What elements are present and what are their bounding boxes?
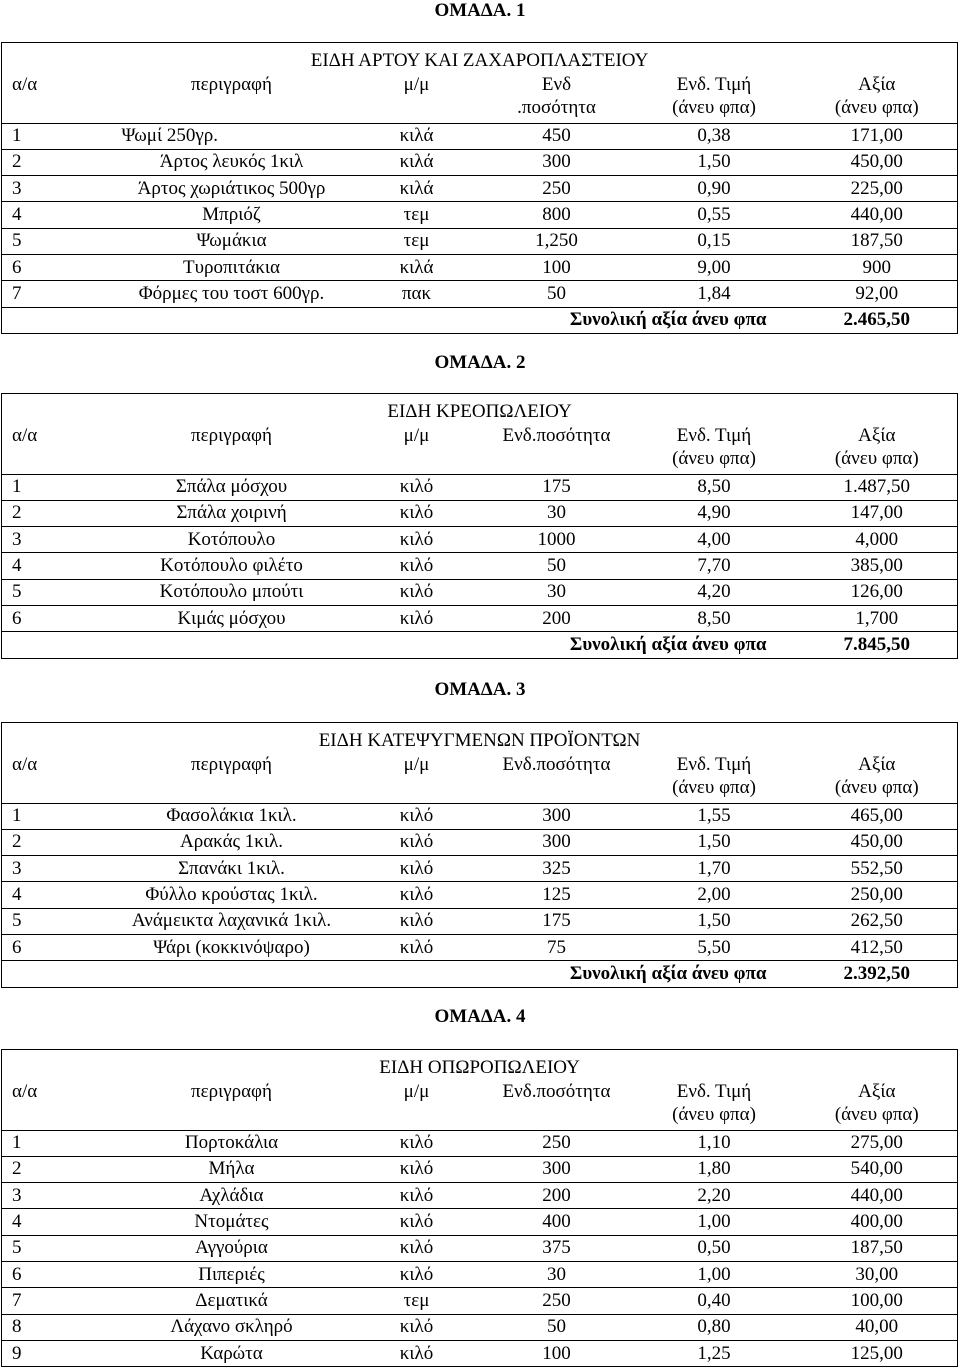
row-description: Μπριόζ xyxy=(112,202,352,228)
row-number: 3 xyxy=(2,1183,112,1209)
row-price: 0,90 xyxy=(632,176,797,202)
row-value: 412,50 xyxy=(797,934,958,960)
row-unit: κιλό xyxy=(352,1156,482,1182)
row-quantity: 175 xyxy=(482,474,632,500)
row-unit: κιλό xyxy=(352,1130,482,1156)
row-unit: τεμ xyxy=(352,228,482,254)
row-number: 4 xyxy=(2,553,112,579)
row-unit: κιλό xyxy=(352,527,482,553)
table-row xyxy=(2,605,958,631)
row-value: 250,00 xyxy=(797,882,958,908)
row-quantity: 250 xyxy=(482,1288,632,1314)
row-value: 30,00 xyxy=(797,1261,958,1287)
row-number: 5 xyxy=(2,579,112,605)
row-unit: κιλό xyxy=(352,1340,482,1366)
row-quantity: 400 xyxy=(482,1209,632,1235)
row-price: 1,00 xyxy=(632,1261,797,1287)
row-number: 2 xyxy=(2,829,112,855)
row-quantity: 1,250 xyxy=(482,228,632,254)
table-row xyxy=(2,1261,958,1287)
row-price: 1,50 xyxy=(632,908,797,934)
row-price: 1,70 xyxy=(632,856,797,882)
row-number: 1 xyxy=(2,474,112,500)
row-quantity: 325 xyxy=(482,856,632,882)
row-quantity: 75 xyxy=(482,934,632,960)
row-number: 1 xyxy=(2,803,112,829)
row-price: 2,00 xyxy=(632,882,797,908)
header-price-line-1: Ενδ. Τιμή xyxy=(676,754,752,775)
row-value: 450,00 xyxy=(797,829,958,855)
table-row xyxy=(2,1340,958,1366)
row-unit: κιλό xyxy=(352,1235,482,1261)
table-row xyxy=(2,254,958,280)
row-price: 1,10 xyxy=(632,1130,797,1156)
row-description: Πορτοκάλια xyxy=(112,1130,352,1156)
row-description: Ψάρι (κοκκινόψαρο) xyxy=(112,934,352,960)
header-price xyxy=(632,753,797,803)
table-row xyxy=(2,1183,958,1209)
table-row xyxy=(2,1235,958,1261)
row-number: 5 xyxy=(2,908,112,934)
row-description: Ψωμί 250γρ. xyxy=(112,123,352,149)
table-row xyxy=(2,176,958,202)
row-description: Σπανάκι 1κιλ. xyxy=(112,856,352,882)
row-value: 126,00 xyxy=(797,579,958,605)
row-quantity: 50 xyxy=(482,553,632,579)
row-quantity: 1000 xyxy=(482,527,632,553)
row-value: 187,50 xyxy=(797,228,958,254)
header-description: περιγραφή xyxy=(112,424,352,474)
group-4-title: ΟΜΑΔΑ. 4 xyxy=(434,1006,526,1027)
header-description: περιγραφή xyxy=(112,73,352,123)
row-unit: πακ xyxy=(352,281,482,307)
row-unit: κιλό xyxy=(352,934,482,960)
row-value: 1,700 xyxy=(797,605,958,631)
total-value: 2.465,50 xyxy=(797,307,958,333)
group-1-table xyxy=(1,42,958,334)
table-row xyxy=(2,527,958,553)
header-price-line-2: (άνευ φπα) xyxy=(672,1104,756,1125)
row-number: 5 xyxy=(2,228,112,254)
total-label: Συνολική αξία άνευ φπα xyxy=(352,307,797,333)
row-number: 9 xyxy=(2,1340,112,1366)
table-row xyxy=(2,1156,958,1182)
row-number: 3 xyxy=(2,527,112,553)
row-value: 385,00 xyxy=(797,553,958,579)
header-value-line-2: (άνευ φπα) xyxy=(834,777,919,798)
table-row xyxy=(2,1288,958,1314)
table-row xyxy=(2,228,958,254)
row-description: Κοτόπουλο φιλέτο xyxy=(112,553,352,579)
row-value: 900 xyxy=(797,254,958,280)
header-quantity-line-1: Ενδ xyxy=(541,74,572,95)
row-unit: κιλό xyxy=(352,500,482,526)
group-4-table xyxy=(1,1049,958,1367)
row-value: 400,00 xyxy=(797,1209,958,1235)
table-row xyxy=(2,149,958,175)
header-value-line-1: Αξία xyxy=(858,1081,896,1102)
header-aa: α/α xyxy=(2,1080,112,1130)
row-description: Άρτος χωριάτικος 500γρ xyxy=(112,176,352,202)
header-value-line-2: (άνευ φπα) xyxy=(834,448,919,469)
row-quantity: 200 xyxy=(482,1183,632,1209)
table-row xyxy=(2,1314,958,1340)
row-price: 9,00 xyxy=(632,254,797,280)
table-row xyxy=(2,553,958,579)
row-unit: κιλό xyxy=(352,829,482,855)
row-quantity: 30 xyxy=(482,1261,632,1287)
row-price: 0,55 xyxy=(632,202,797,228)
table-row xyxy=(2,908,958,934)
row-price: 8,50 xyxy=(632,605,797,631)
header-value-line-1: Αξία xyxy=(858,754,896,775)
table-row xyxy=(2,882,958,908)
row-quantity: 250 xyxy=(482,176,632,202)
row-value: 540,00 xyxy=(797,1156,958,1182)
row-quantity: 30 xyxy=(482,579,632,605)
row-description: Άρτος λευκός 1κιλ xyxy=(112,149,352,175)
row-number: 4 xyxy=(2,202,112,228)
header-price-line-1: Ενδ. Τιμή xyxy=(676,425,752,446)
row-value: 92,00 xyxy=(797,281,958,307)
row-number: 8 xyxy=(2,1314,112,1340)
row-value: 225,00 xyxy=(797,176,958,202)
group-2-caption: ΕΙΔΗ ΚΡΕΟΠΩΛΕΙΟΥ xyxy=(387,401,572,422)
row-value: 552,50 xyxy=(797,856,958,882)
group-3-table xyxy=(1,722,958,988)
row-quantity: 250 xyxy=(482,1130,632,1156)
row-quantity: 30 xyxy=(482,500,632,526)
row-number: 2 xyxy=(2,149,112,175)
row-quantity: 300 xyxy=(482,1156,632,1182)
table-row xyxy=(2,829,958,855)
total-value: 7.845,50 xyxy=(797,632,958,658)
row-price: 1,84 xyxy=(632,281,797,307)
row-price: 7,70 xyxy=(632,553,797,579)
table-row xyxy=(2,1209,958,1235)
row-unit: κιλό xyxy=(352,882,482,908)
header-unit: μ/μ xyxy=(352,424,482,474)
row-description: Κοτόπουλο xyxy=(112,527,352,553)
row-description: Αρακάς 1κιλ. xyxy=(112,829,352,855)
row-quantity: 300 xyxy=(482,149,632,175)
group-1-caption: ΕΙΔΗ ΑΡΤΟΥ ΚΑΙ ΖΑΧΑΡΟΠΛΑΣΤΕΙΟΥ xyxy=(310,50,649,71)
row-price: 0,15 xyxy=(632,228,797,254)
row-quantity: 300 xyxy=(482,829,632,855)
header-description: περιγραφή xyxy=(112,1080,352,1130)
header-price-line-2: (άνευ φπα) xyxy=(672,777,756,798)
header-quantity: Ενδ.ποσότητα xyxy=(482,1080,632,1130)
row-quantity: 450 xyxy=(482,123,632,149)
header-aa: α/α xyxy=(2,753,112,803)
row-number: 2 xyxy=(2,1156,112,1182)
header-quantity: Ενδ.ποσότητα xyxy=(482,424,632,474)
row-unit: κιλά xyxy=(352,123,482,149)
table-row xyxy=(2,281,958,307)
group-1-title: ΟΜΑΔΑ. 1 xyxy=(434,0,526,21)
header-quantity: Ενδ.ποσότητα xyxy=(482,753,632,803)
table-row xyxy=(2,579,958,605)
row-description: Ανάμεικτα λαχανικά 1κιλ. xyxy=(112,908,352,934)
row-quantity: 125 xyxy=(482,882,632,908)
row-unit: κιλό xyxy=(352,1209,482,1235)
row-number: 1 xyxy=(2,1130,112,1156)
row-number: 6 xyxy=(2,254,112,280)
row-description: Ντομάτες xyxy=(112,1209,352,1235)
row-unit: κιλό xyxy=(352,553,482,579)
row-description: Φύλλο κρούστας 1κιλ. xyxy=(112,882,352,908)
row-description: Μήλα xyxy=(112,1156,352,1182)
row-unit: κιλό xyxy=(352,605,482,631)
row-unit: κιλό xyxy=(352,1183,482,1209)
header-value xyxy=(797,1080,958,1130)
total-row xyxy=(2,307,958,333)
row-quantity: 100 xyxy=(482,1340,632,1366)
group-3-title: ΟΜΑΔΑ. 3 xyxy=(434,679,526,700)
row-description: Πιπεριές xyxy=(112,1261,352,1287)
row-unit: κιλό xyxy=(352,856,482,882)
table-row xyxy=(2,934,958,960)
group-3-caption: ΕΙΔΗ ΚΑΤΕΨΥΓΜΕΝΩΝ ΠΡΟΪΟΝΤΩΝ xyxy=(318,730,641,751)
header-price xyxy=(632,73,797,123)
row-number: 2 xyxy=(2,500,112,526)
row-unit: κιλά xyxy=(352,176,482,202)
row-unit: κιλό xyxy=(352,1261,482,1287)
row-description: Κιμάς μόσχου xyxy=(112,605,352,631)
row-number: 4 xyxy=(2,1209,112,1235)
row-unit: κιλό xyxy=(352,474,482,500)
total-spacer xyxy=(2,961,352,987)
row-unit: κιλό xyxy=(352,579,482,605)
row-price: 2,20 xyxy=(632,1183,797,1209)
row-unit: κιλό xyxy=(352,908,482,934)
row-number: 7 xyxy=(2,1288,112,1314)
row-price: 0,38 xyxy=(632,123,797,149)
row-unit: κιλά xyxy=(352,254,482,280)
row-unit: κιλά xyxy=(352,149,482,175)
header-price-line-2: (άνευ φπα) xyxy=(672,448,756,469)
row-description: Τυροπιτάκια xyxy=(112,254,352,280)
row-number: 3 xyxy=(2,176,112,202)
row-price: 1,25 xyxy=(632,1340,797,1366)
header-value xyxy=(797,424,958,474)
total-row xyxy=(2,961,958,987)
row-price: 4,00 xyxy=(632,527,797,553)
row-value: 1.487,50 xyxy=(797,474,958,500)
row-value: 100,00 xyxy=(797,1288,958,1314)
header-price xyxy=(632,424,797,474)
header-price xyxy=(632,1080,797,1130)
row-quantity: 50 xyxy=(482,1314,632,1340)
row-unit: κιλό xyxy=(352,803,482,829)
total-spacer xyxy=(2,632,352,658)
row-value: 4,000 xyxy=(797,527,958,553)
total-spacer xyxy=(2,307,352,333)
table-row xyxy=(2,123,958,149)
row-price: 1,80 xyxy=(632,1156,797,1182)
table-row xyxy=(2,202,958,228)
header-value-line-2: (άνευ φπα) xyxy=(834,97,919,118)
table-row xyxy=(2,803,958,829)
row-description: Καρώτα xyxy=(112,1340,352,1366)
header-value-line-1: Αξία xyxy=(858,425,896,446)
row-description: Λάχανο σκληρό xyxy=(112,1314,352,1340)
table-row xyxy=(2,1130,958,1156)
row-price: 1,00 xyxy=(632,1209,797,1235)
row-value: 440,00 xyxy=(797,1183,958,1209)
row-description: Σπάλα μόσχου xyxy=(112,474,352,500)
row-price: 1,50 xyxy=(632,829,797,855)
row-price: 4,20 xyxy=(632,579,797,605)
table-row xyxy=(2,500,958,526)
group-4-caption: ΕΙΔΗ ΟΠΩΡΟΠΩΛΕΙΟΥ xyxy=(379,1057,580,1078)
row-value: 125,00 xyxy=(797,1340,958,1366)
row-value: 171,00 xyxy=(797,123,958,149)
header-value xyxy=(797,73,958,123)
row-quantity: 300 xyxy=(482,803,632,829)
total-row xyxy=(2,632,958,658)
header-aa: α/α xyxy=(2,73,112,123)
row-description: Ψωμάκια xyxy=(112,228,352,254)
row-description: Αγγούρια xyxy=(112,1235,352,1261)
row-quantity: 100 xyxy=(482,254,632,280)
header-price-line-1: Ενδ. Τιμή xyxy=(676,1081,752,1102)
row-number: 6 xyxy=(2,605,112,631)
row-description: Κοτόπουλο μπούτι xyxy=(112,579,352,605)
row-number: 4 xyxy=(2,882,112,908)
row-price: 1,50 xyxy=(632,149,797,175)
row-quantity: 175 xyxy=(482,908,632,934)
row-unit: τεμ xyxy=(352,202,482,228)
row-number: 6 xyxy=(2,1261,112,1287)
row-price: 4,90 xyxy=(632,500,797,526)
row-description: Δεματικά xyxy=(112,1288,352,1314)
row-value: 465,00 xyxy=(797,803,958,829)
row-quantity: 50 xyxy=(482,281,632,307)
row-price: 5,50 xyxy=(632,934,797,960)
row-number: 3 xyxy=(2,856,112,882)
row-value: 440,00 xyxy=(797,202,958,228)
header-value xyxy=(797,753,958,803)
row-value: 275,00 xyxy=(797,1130,958,1156)
header-price-line-2: (άνευ φπα) xyxy=(672,97,756,118)
row-number: 1 xyxy=(2,123,112,149)
header-value-line-1: Αξία xyxy=(858,74,896,95)
total-value: 2.392,50 xyxy=(797,961,958,987)
row-number: 7 xyxy=(2,281,112,307)
header-aa: α/α xyxy=(2,424,112,474)
row-quantity: 200 xyxy=(482,605,632,631)
row-value: 450,00 xyxy=(797,149,958,175)
row-unit: τεμ xyxy=(352,1288,482,1314)
row-price: 0,80 xyxy=(632,1314,797,1340)
row-description: Σπάλα χοιρινή xyxy=(112,500,352,526)
header-description: περιγραφή xyxy=(112,753,352,803)
group-2-title: ΟΜΑΔΑ. 2 xyxy=(434,352,526,373)
row-number: 5 xyxy=(2,1235,112,1261)
table-row xyxy=(2,856,958,882)
header-value-line-2: (άνευ φπα) xyxy=(834,1104,919,1125)
row-description: Φασολάκια 1κιλ. xyxy=(112,803,352,829)
row-price: 0,40 xyxy=(632,1288,797,1314)
row-value: 262,50 xyxy=(797,908,958,934)
header-price-line-1: Ενδ. Τιμή xyxy=(676,74,752,95)
row-quantity: 375 xyxy=(482,1235,632,1261)
table-row xyxy=(2,474,958,500)
row-value: 147,00 xyxy=(797,500,958,526)
row-price: 1,55 xyxy=(632,803,797,829)
header-quantity xyxy=(482,73,632,123)
group-2-table xyxy=(1,393,958,659)
header-quantity-line-2: .ποσότητα xyxy=(517,97,596,118)
row-description: Φόρμες του τοστ 600γρ. xyxy=(112,281,352,307)
row-number: 6 xyxy=(2,934,112,960)
row-value: 40,00 xyxy=(797,1314,958,1340)
row-price: 0,50 xyxy=(632,1235,797,1261)
row-value: 187,50 xyxy=(797,1235,958,1261)
total-label: Συνολική αξία άνευ φπα xyxy=(352,632,797,658)
row-unit: κιλό xyxy=(352,1314,482,1340)
row-quantity: 800 xyxy=(482,202,632,228)
header-unit: μ/μ xyxy=(352,753,482,803)
header-unit: μ/μ xyxy=(352,73,482,123)
header-unit: μ/μ xyxy=(352,1080,482,1130)
total-label: Συνολική αξία άνευ φπα xyxy=(352,961,797,987)
row-description: Αχλάδια xyxy=(112,1183,352,1209)
row-price: 8,50 xyxy=(632,474,797,500)
